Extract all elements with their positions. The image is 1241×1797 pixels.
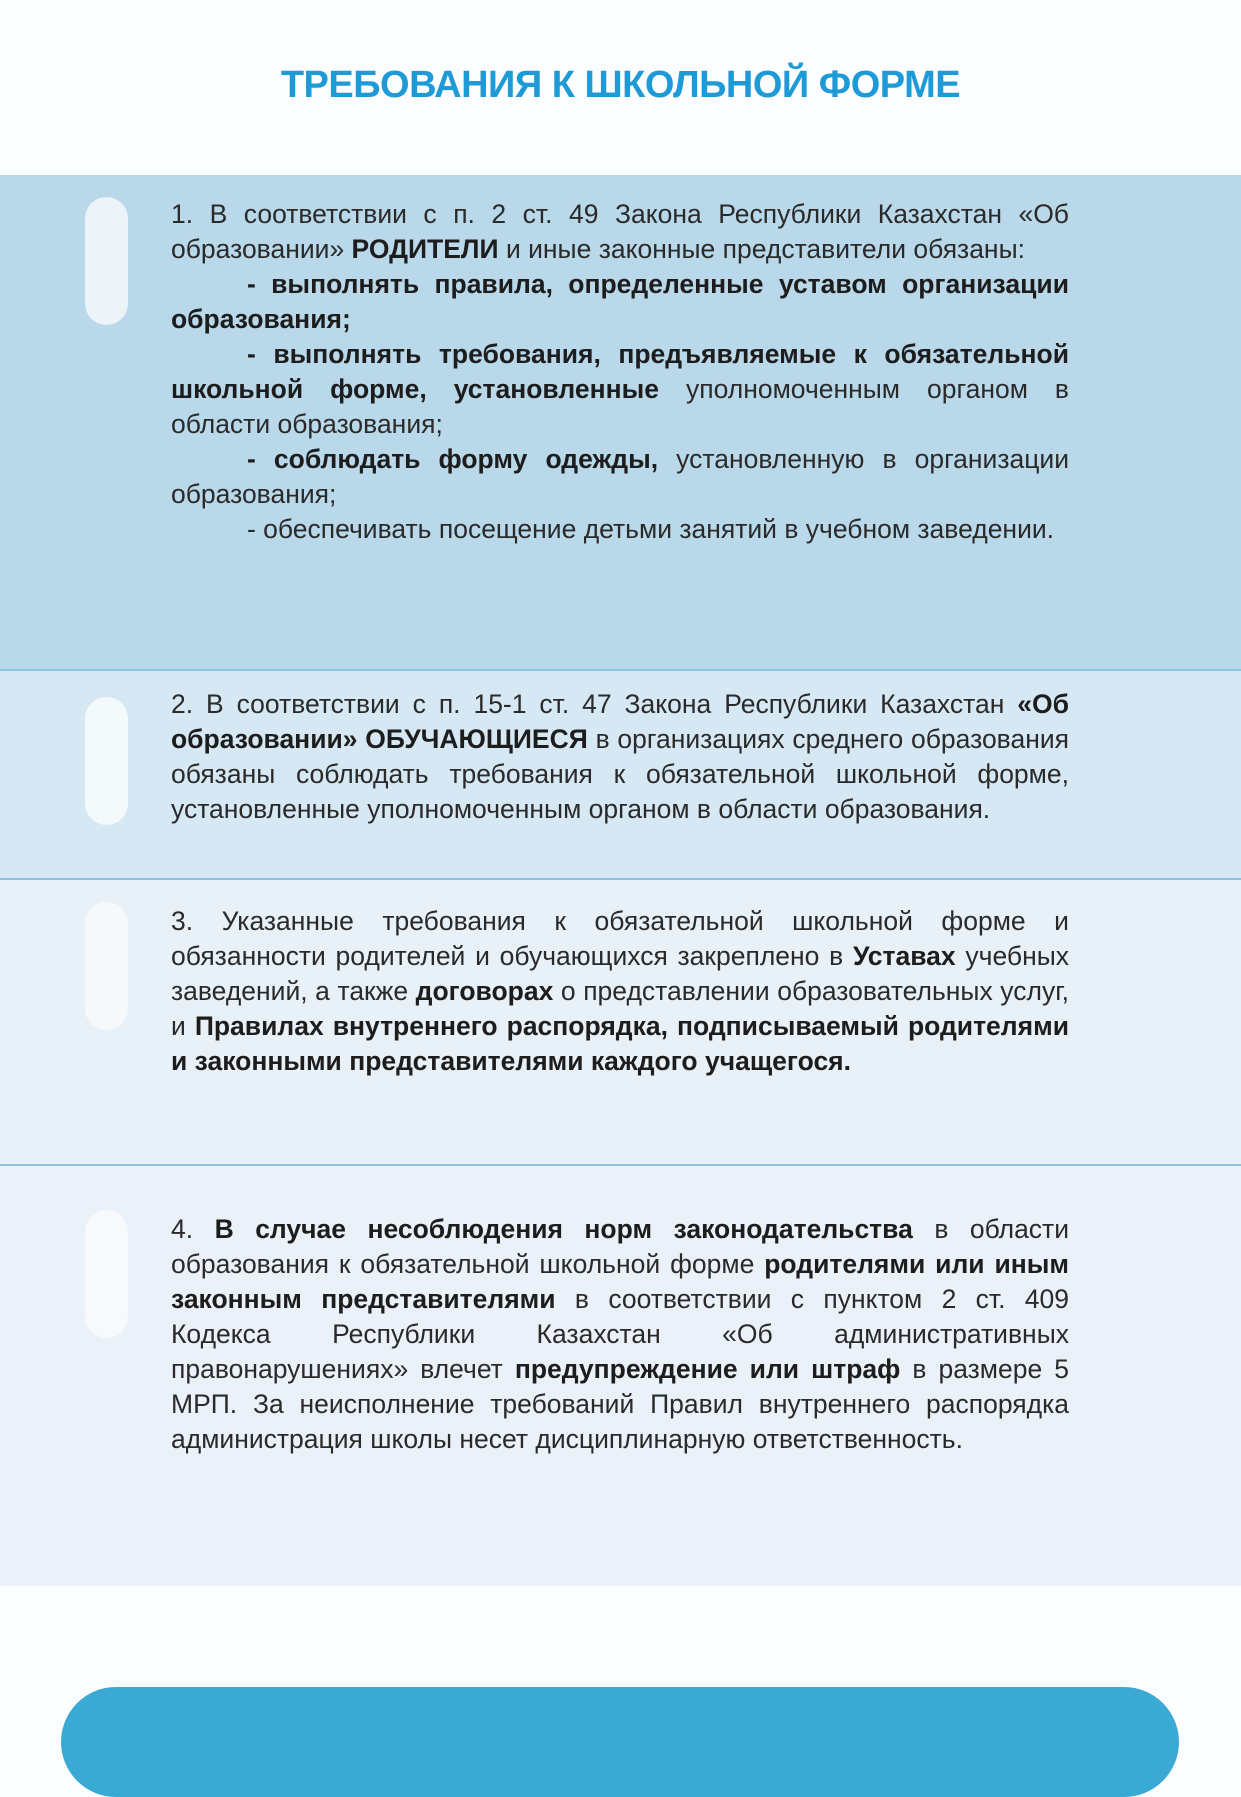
paragraph-text: 3. Указанные требования к обязательной школьной форме и обязанности родителей и обучающихся закреплено в (171, 906, 1069, 971)
section-students-obligations (0, 671, 1241, 880)
paragraph-text-end: в организациях среднего образования обязаны соблюдать требования к обязательной школьной форме, установленные уполномоченным органом в области образования. (171, 724, 1069, 824)
paragraph-bold: Уставах (852, 941, 956, 971)
paragraph-text: о представлении образовательных услуг, и (171, 976, 1069, 1041)
paragraph (171, 904, 1069, 1079)
decorative-pill (85, 902, 128, 1030)
section-text (171, 904, 1069, 1079)
paragraph-text: учебных заведений, а также (171, 941, 1069, 1006)
paragraph (171, 1212, 1069, 1457)
decorative-pill (85, 1210, 128, 1338)
list-item-text: уполномоченным органом в области образования; (171, 374, 1069, 439)
list-item-text: установленную в организации образования; (171, 444, 1070, 509)
list-item (171, 512, 1069, 547)
section-text (171, 1212, 1069, 1457)
section-charters (0, 880, 1241, 1166)
section-liability (0, 1166, 1241, 1586)
paragraph (171, 687, 1069, 827)
paragraph-text: 4. (171, 1214, 215, 1244)
list-item-bold: - соблюдать форму одежды, (247, 444, 659, 474)
paragraph-text: 2. В соответствии с п. 15-1 ст. 47 Закона Республики Казахстан (171, 689, 1018, 719)
list-item-bold: - выполнять правила, определенные уставом организации образования; (171, 269, 1069, 334)
intro-text-end: и иные законные представители обязаны: (498, 234, 1025, 264)
paragraph-bold: В случае несоблюдения норм законодательства (214, 1214, 913, 1244)
paragraph-bold: «Об образовании» ОБУЧАЮЩИЕСЯ (171, 689, 1069, 754)
decorative-pill (85, 197, 128, 325)
list-item (171, 267, 1069, 337)
paragraph-text: в области образования к обязательной школьной форме (171, 1214, 1069, 1279)
list-item-bold: - выполнять требования, предъявляемые к обязательной школьной форме, установленные (171, 339, 1069, 404)
paragraph-bold: договорах (415, 976, 554, 1006)
paragraph-bold: родителями или иным законным представителями (171, 1249, 1070, 1314)
paragraph-text-end: в размере 5 МРП. За неисполнение требований Правил внутреннего распорядка администрация школы несет дисциплинарную ответственность. (171, 1354, 1070, 1454)
list-item (171, 337, 1069, 442)
intro-paragraph (171, 197, 1069, 267)
page-title: ТРЕБОВАНИЯ К ШКОЛЬНОЙ ФОРМЕ (280, 64, 961, 106)
section-text (171, 197, 1069, 547)
intro-bold: РОДИТЕЛИ (351, 234, 499, 264)
section-parents-obligations (0, 175, 1241, 671)
list-item (171, 442, 1069, 512)
intro-text: 1. В соответствии с п. 2 ст. 49 Закона Республики Казахстан «Об образовании» (171, 199, 1069, 264)
bottom-decorative-bar (61, 1687, 1179, 1797)
decorative-pill (85, 697, 128, 825)
paragraph-bold: предупреждение или штраф (514, 1354, 901, 1384)
paragraph-bold: Правилах внутреннего распорядка, подписываемый родителями и законными представителями каждого учащегося. (171, 1011, 1069, 1076)
section-text (171, 687, 1069, 827)
list-item-text: - обеспечивать посещение детьми занятий в учебном заведении. (247, 514, 1055, 544)
paragraph-text: в соответствии с пунктом 2 ст. 409 Кодекса Республики Казахстан «Об административных правонарушениях» влечет (171, 1284, 1070, 1384)
